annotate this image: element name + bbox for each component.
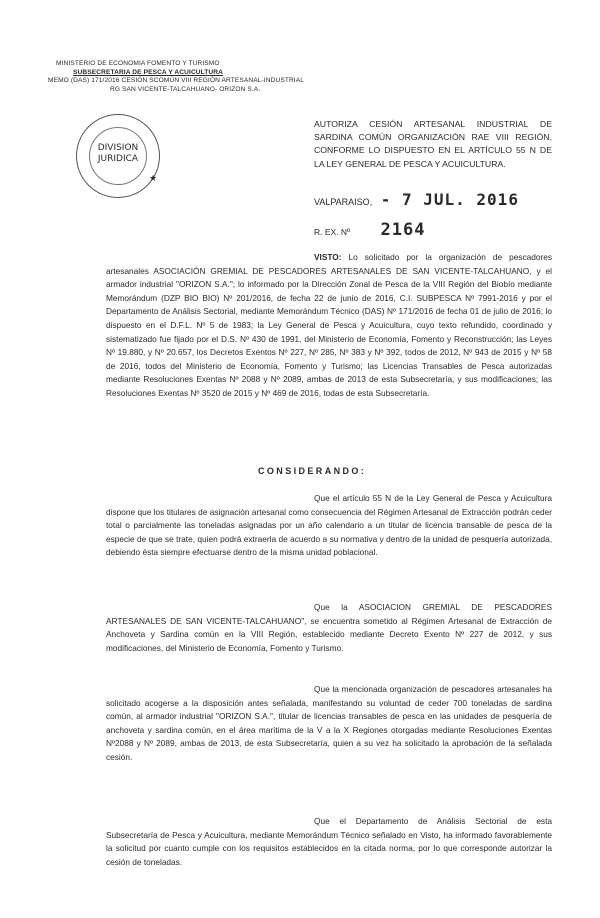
- stamp-line2: JURIDICA: [97, 154, 139, 164]
- memo-reference-line2: RG SAN VICENTE-TALCAHUANO- ORIZON S.A.: [110, 85, 261, 93]
- stamp-text: [77, 143, 159, 165]
- resolution-title: AUTORIZA CESIÓN ARTESANAL INDUSTRIAL DE SARDINA COMÚN ORGANIZACIÓN RAE VIII REGIÓN, CONFORME LO DISPUESTO EN EL ARTÍCULO 55 N DE LA LEY GENERAL DE PESCA Y ACUICULTURA.: [314, 119, 552, 169]
- star-icon: ★: [149, 173, 158, 183]
- subsecretaria-name: SUBSECRETARIA DE PESCA Y ACUICULTURA: [73, 68, 224, 76]
- considerando-paragraph-3: [106, 683, 552, 765]
- considerando-paragraph-2: [106, 601, 552, 655]
- dateline: [314, 190, 519, 209]
- considerando-heading: CONSIDERANDO:: [258, 466, 367, 476]
- considerando-text-2: Que la ASOCIACION GREMIAL DE PESCADORES ARTESANALES DE SAN VICENTE-TALCAHUANO", se encuentra sometido al Régimen Artesanal de Extracción de Anchoveta y Sardina común en la VIII Región, establecido mediante Decreto Exento Nº 227 de 2012, y sus modificaciones, del Ministerio de Economía, Fomento y Turismo.: [106, 602, 552, 653]
- considerando-text-4: Que el Departamento de Análisis Sectorial de esta Subsecretaría de Pesca y Acuicultura, mediante Memorándum Técnico señalado en Visto, ha informado favorablemente la solicitud por cuanto cumple con los requisitos establecidos en la citada norma, por lo que corresponde autorizar la cesión de toneladas.: [106, 816, 552, 867]
- stamped-date: - 7 JUL. 2016: [380, 190, 519, 209]
- memo-reference-line1: MEMO (DAS) 171/2016 CESIÓN SCOMÚN VIII REGIÓN ARTESANAL-INDUSTRIAL: [48, 77, 304, 85]
- resolution-number: 2164: [380, 220, 426, 240]
- visto-text: Lo solicitado por la organización de pescadores artesanales ASOCIACIÓN GREMIAL DE PESCADORES ARTESANALES DE SAN VICENTE-TALCAHUANO, y el armador industrial "ORIZON S.A."; lo informado por la Dirección Zonal de Pesca de la VIII Región del Biobío mediante Memorándum (DZP BIO BIO) Nº 201/2016, de fecha 22 de junio de 2016, C.I. SUBPESCA Nº 7991-2016 y por el Departamento de Análisis Sectorial, mediante Memorándum Técnico (DAS) Nº 171/2016 de fecha 01 de julio de 2016; lo dispuesto en el D.F.L. Nº 5 de 1983; la Ley General de Pesca y Acuicultura, cuyo texto refundido, coordinado y sistematizado fue fijado por el D.S. Nº 430 de 1991, del Ministerio de Economía, Fomento y Reconstrucción; las Leyes Nº 19.880, y Nº 20.657, los Decretos Exentos Nº 227, Nº 285, Nº 383 y Nº 392, todos de 2012, Nº 943 de 2015 y Nº 58 de 2016, todos del Ministerio de Economía, Fomento y Turismo; las Licencias Transables de Pesca autorizadas mediante Resoluciones Exentas Nº 2088 y Nº 2089, ambas de 2013 de esta Subsecretaría, y sus modificaciones; las Resoluciones Exentas Nº 3520 de 2015 y Nº 469 de 2016, todas de esta Subsecretaría.: [106, 252, 552, 398]
- considerando-text-1: Que el artículo 55 N de la Ley General de Pesca y Acuicultura dispone que los titulares de asignación artesanal como consecuencia del Régimen Artesanal de Extracción podrán ceder total o parcialmente las toneladas asignadas por un año calendario a un titular de licencia transable de pesca de la especie de que se trate, quien podrá extraerla de acuerdo a su normativa y dentro de la unidad de pesquería autorizada, debiendo ésta siempre efectuarse dentro de la misma unidad poblacional.: [106, 493, 552, 558]
- city: VALPARAISO,: [314, 197, 373, 207]
- considerando-text-3: Que la mencionada organización de pescadores artesanales ha solicitado acogerse a la disposición antes señalada, manifestando su voluntad de ceder 700 toneladas de sardina común, al armador industrial "ORIZON S.A.", titular de licencias transables de pesca en las unidades de pesquería de anchoveta y sardina común, en el área marítima de la V a la X Regiones otorgadas mediante Resoluciones Exentas Nº2088 y Nº 2089, ambas de 2013, de esta Subsecretaría, quien a su vez ha solicitado la aprobación de la señalada cesión.: [106, 684, 552, 762]
- division-juridica-stamp: [76, 114, 160, 198]
- visto-paragraph: [106, 251, 552, 401]
- visto-lead: VISTO:: [314, 252, 342, 262]
- resolution-number-line: [314, 220, 426, 240]
- resolution-label: R. EX. Nº: [314, 227, 351, 237]
- considerando-paragraph-4: [106, 815, 552, 869]
- ministry-name: MINISTERIO DE ECONOMIA FOMENTO Y TURISMO: [56, 60, 220, 67]
- considerando-paragraph-1: [106, 492, 552, 560]
- document-header: [48, 60, 408, 94]
- stamp-line1: DIVISION: [97, 143, 139, 153]
